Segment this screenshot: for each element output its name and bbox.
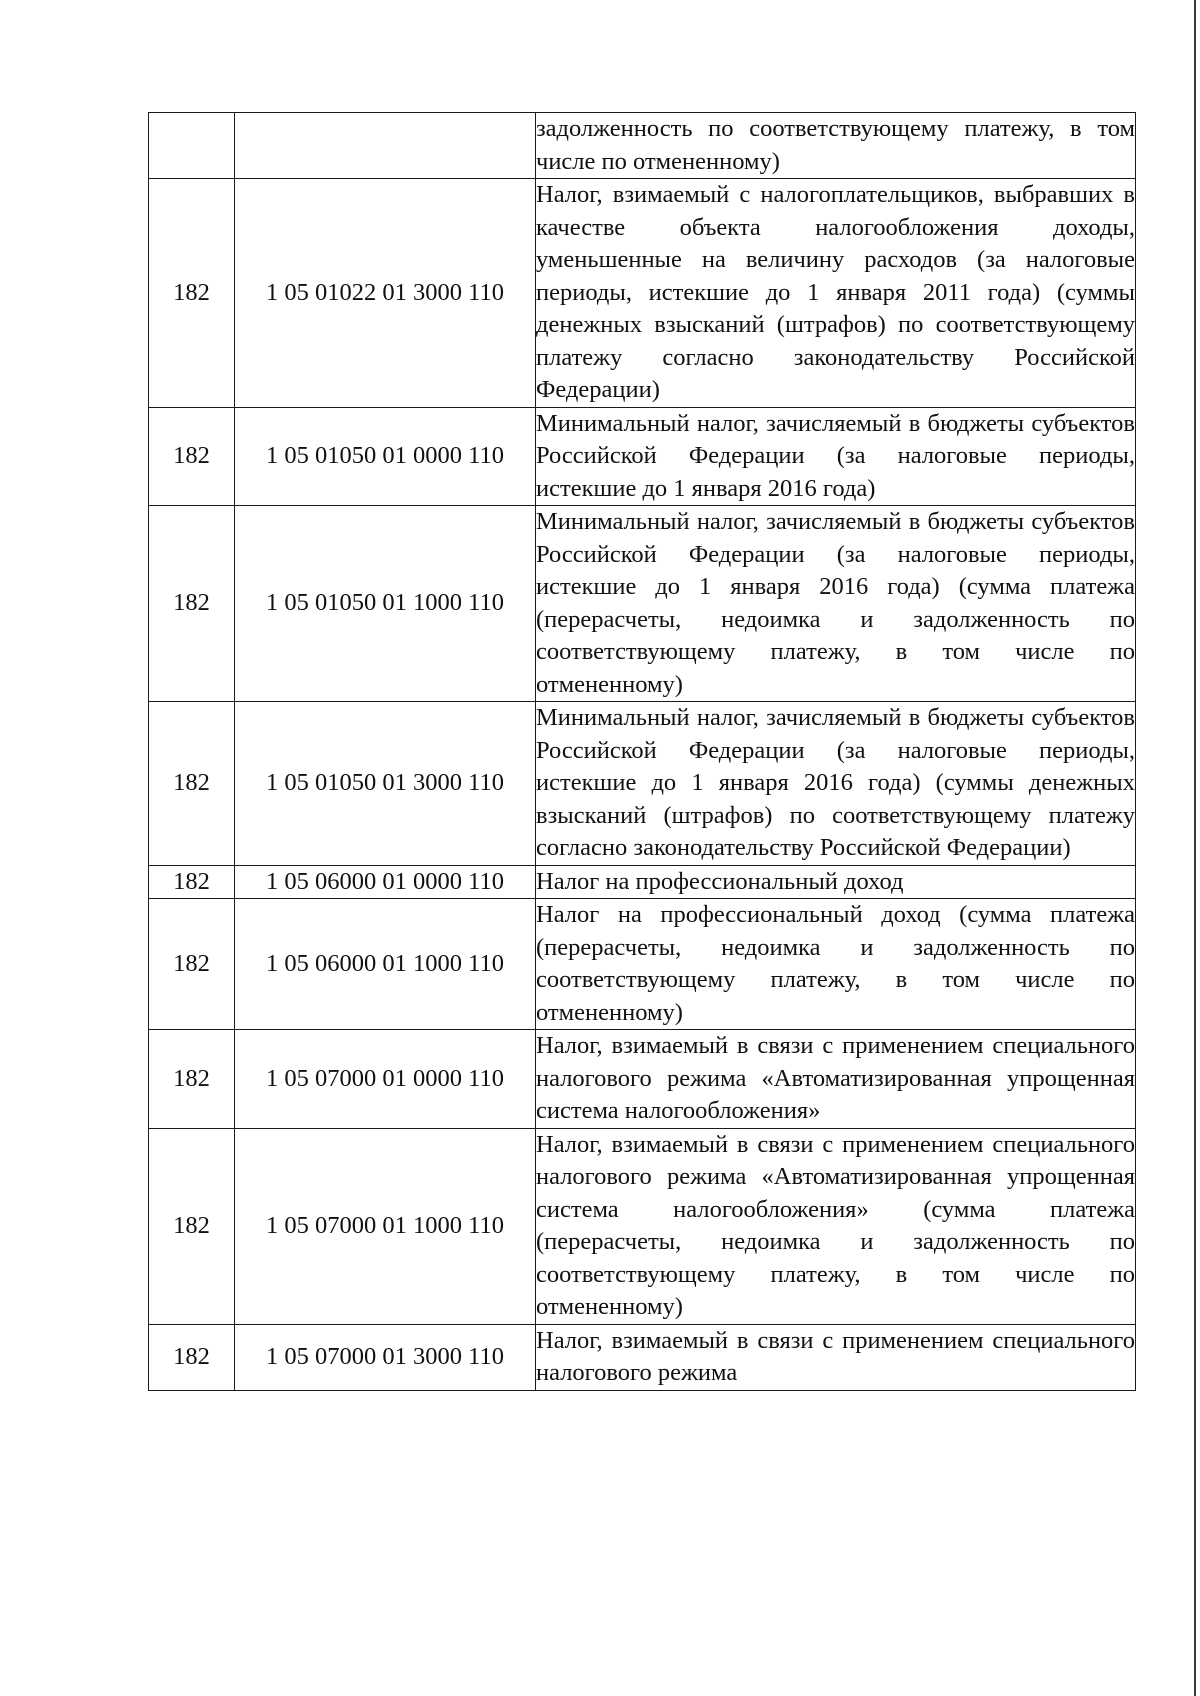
admin-code-cell: 182	[149, 179, 235, 408]
budget-code-cell: 1 05 01050 01 1000 110	[235, 506, 536, 702]
table-row	[149, 113, 1136, 179]
budget-code-cell: 1 05 06000 01 0000 110	[235, 865, 536, 899]
table-row	[149, 407, 1136, 506]
budget-code-cell: 1 05 07000 01 0000 110	[235, 1030, 536, 1129]
admin-code-cell: 182	[149, 506, 235, 702]
table-row	[149, 899, 1136, 1030]
admin-code-cell: 182	[149, 1030, 235, 1129]
description-cell: Налог, взимаемый в связи с применением специального налогового режима	[536, 1324, 1136, 1390]
description-cell: Налог на профессиональный доход (сумма платежа (перерасчеты, недоимка и задолженность по соответствующему платежу, в том числе по отмененному)	[536, 899, 1136, 1030]
description-cell: Минимальный налог, зачисляемый в бюджеты субъектов Российской Федерации (за налоговые периоды, истекшие до 1 января 2016 года) (сумма платежа (перерасчеты, недоимка и задолженность по соответствующему платежу, в том числе по отмененному)	[536, 506, 1136, 702]
table-row	[149, 506, 1136, 702]
page-edge-line	[1194, 0, 1196, 1696]
admin-code-cell	[149, 113, 235, 179]
budget-classification-table	[148, 112, 1136, 1391]
admin-code-cell: 182	[149, 1128, 235, 1324]
budget-code-cell: 1 05 01050 01 3000 110	[235, 702, 536, 866]
table-row	[149, 1030, 1136, 1129]
admin-code-cell: 182	[149, 407, 235, 506]
table-row	[149, 865, 1136, 899]
description-cell: Минимальный налог, зачисляемый в бюджеты субъектов Российской Федерации (за налоговые периоды, истекшие до 1 января 2016 года)	[536, 407, 1136, 506]
description-cell: Налог на профессиональный доход	[536, 865, 1136, 899]
admin-code-cell: 182	[149, 1324, 235, 1390]
budget-code-cell	[235, 113, 536, 179]
budget-code-cell: 1 05 07000 01 1000 110	[235, 1128, 536, 1324]
budget-code-cell: 1 05 01050 01 0000 110	[235, 407, 536, 506]
description-cell: Налог, взимаемый с налогоплательщиков, выбравших в качестве объекта налогообложения доходы, уменьшенные на величину расходов (за налоговые периоды, истекшие до 1 января 2011 года) (суммы денежных взысканий (штрафов) по соответствующему платежу согласно законодательству Российской Федерации)	[536, 179, 1136, 408]
description-cell: Налог, взимаемый в связи с применением специального налогового режима «Автоматизированная упрощенная система налогообложения» (сумма платежа (перерасчеты, недоимка и задолженность по соответствующему платежу, в том числе по отмененному)	[536, 1128, 1136, 1324]
budget-code-cell: 1 05 06000 01 1000 110	[235, 899, 536, 1030]
table-row	[149, 1324, 1136, 1390]
admin-code-cell: 182	[149, 865, 235, 899]
table-row	[149, 179, 1136, 408]
admin-code-cell: 182	[149, 702, 235, 866]
table-row	[149, 1128, 1136, 1324]
description-cell: Налог, взимаемый в связи с применением специального налогового режима «Автоматизированная упрощенная система налогообложения»	[536, 1030, 1136, 1129]
budget-code-cell: 1 05 07000 01 3000 110	[235, 1324, 536, 1390]
table-row	[149, 702, 1136, 866]
description-cell: задолженность по соответствующему платежу, в том числе по отмененному)	[536, 113, 1136, 179]
description-cell: Минимальный налог, зачисляемый в бюджеты субъектов Российской Федерации (за налоговые периоды, истекшие до 1 января 2016 года) (суммы денежных взысканий (штрафов) по соответствующему платежу согласно законодательству Российской Федерации)	[536, 702, 1136, 866]
budget-code-cell: 1 05 01022 01 3000 110	[235, 179, 536, 408]
admin-code-cell: 182	[149, 899, 235, 1030]
